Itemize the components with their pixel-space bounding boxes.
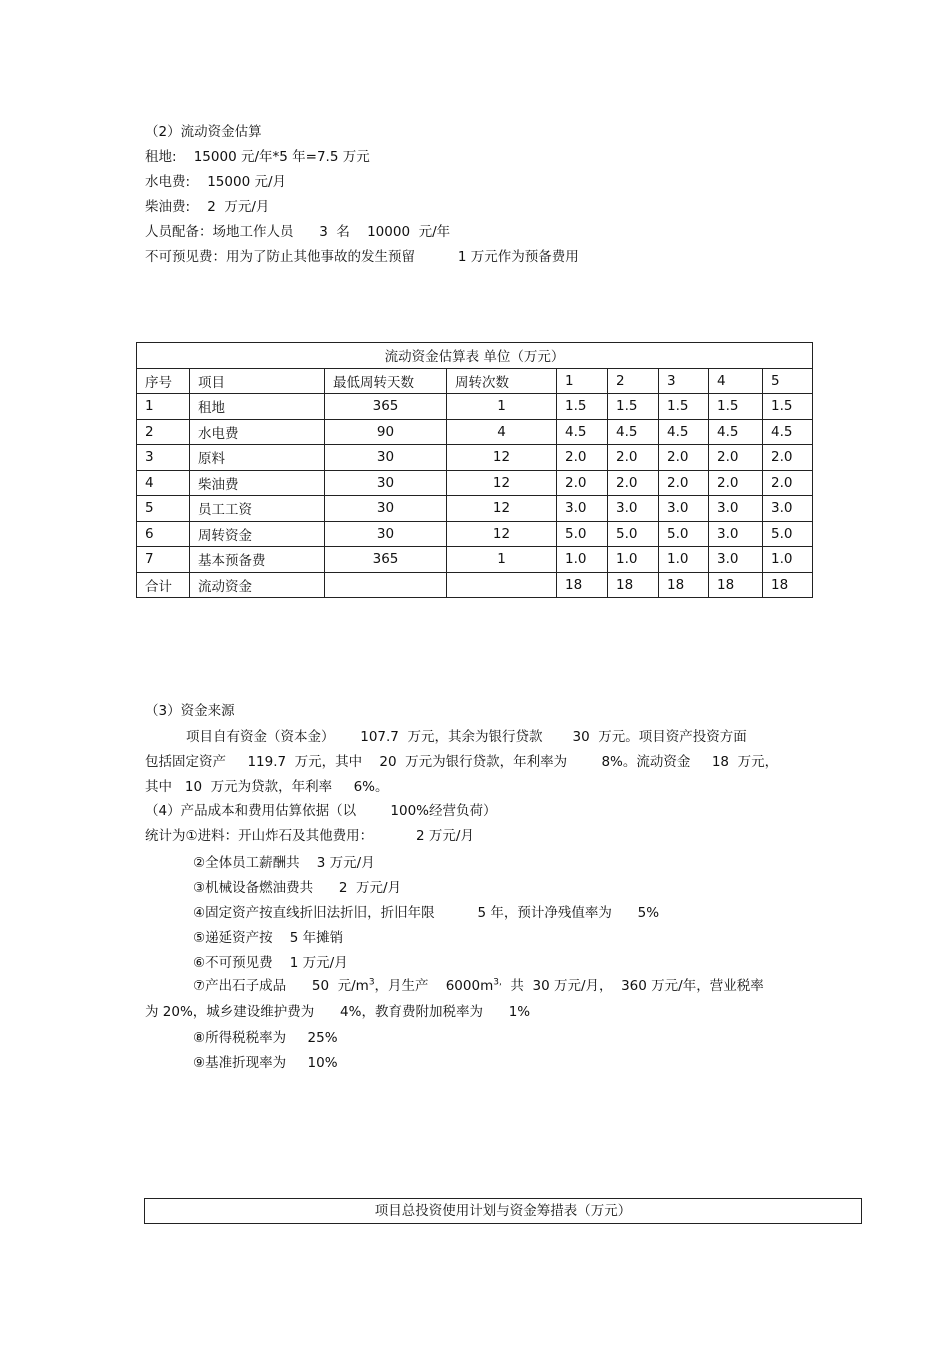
list-item: 统计为①进料：开山炸石及其他费用： 2 万元/月 — [145, 828, 474, 844]
text-line: 水电费: 15000 元/月 — [145, 174, 286, 190]
table-cell: 3.0 — [709, 521, 763, 547]
item-text: ⑦产出石子成品 50 元/m — [193, 978, 369, 994]
item-text: 共 30 万元/月， 360 万元/年，营业税率 — [501, 978, 764, 994]
table-cell: 12 — [447, 470, 557, 496]
paragraph-line: 其中 10 万元为贷款，年利率 6%。 — [145, 779, 389, 795]
table-cell: 2.0 — [709, 470, 763, 496]
section-heading: （3）资金来源 — [145, 703, 235, 719]
table-caption-row — [137, 343, 813, 369]
table-cell: 2 — [137, 419, 190, 445]
table-cell: 1.0 — [763, 547, 813, 573]
list-item: ⑥不可预见费 1 万元/月 — [193, 955, 348, 971]
table-cell: 2.0 — [763, 445, 813, 471]
table-cell: 2.0 — [608, 470, 659, 496]
list-item: ④固定资产按直线折旧法折旧，折旧年限 5 年，预计净残值率为 5% — [193, 905, 660, 921]
table-body — [137, 394, 813, 598]
table-cell: 3.0 — [659, 496, 709, 522]
list-item — [193, 977, 764, 995]
list-item-continuation: 为 20%，城乡建设维护费为 4%，教育费附加税率为 1% — [145, 1004, 531, 1020]
table-cell: 2.0 — [608, 445, 659, 471]
table-cell: 合计 — [137, 572, 190, 598]
paragraph-line: 项目自有资金（资本金） 107.7 万元，其余为银行贷款 30 万元。项目资产投资方面 — [186, 729, 747, 745]
text-line: 柴油费: 2 万元/月 — [145, 199, 270, 215]
table-row — [137, 496, 813, 522]
table-cell: 4.5 — [763, 419, 813, 445]
table-row — [137, 572, 813, 598]
table-cell: 1 — [137, 394, 190, 420]
table-cell: 4 — [447, 419, 557, 445]
table-cell: 4.5 — [608, 419, 659, 445]
table-cell: 30 — [325, 521, 447, 547]
table-cell: 30 — [325, 496, 447, 522]
table-cell: 1.5 — [763, 394, 813, 420]
table-cell: 1 — [447, 547, 557, 573]
table-row — [137, 394, 813, 420]
table-cell: 3.0 — [557, 496, 608, 522]
table-cell: 4 — [137, 470, 190, 496]
table-cell: 7 — [137, 547, 190, 573]
table-cell: 12 — [447, 445, 557, 471]
table-cell: 365 — [325, 394, 447, 420]
table-cell: 3.0 — [763, 496, 813, 522]
table-cell: 5.0 — [763, 521, 813, 547]
table-cell: 30 — [325, 445, 447, 471]
table-cell: 12 — [447, 496, 557, 522]
column-header: 2 — [608, 368, 659, 394]
table-cell — [447, 572, 557, 598]
table-cell: 5.0 — [557, 521, 608, 547]
table-cell: 18 — [557, 572, 608, 598]
table-cell: 2.0 — [763, 470, 813, 496]
section-heading: （2）流动资金估算 — [145, 124, 262, 140]
superscript: 3, — [493, 977, 502, 988]
table-cell: 1.5 — [709, 394, 763, 420]
table-cell: 5 — [137, 496, 190, 522]
column-header: 序号 — [137, 368, 190, 394]
item-text: ，月生产 6000m — [374, 978, 494, 994]
table-cell: 1.0 — [557, 547, 608, 573]
list-item: ⑨基准折现率为 10% — [193, 1055, 338, 1071]
working-capital-table — [136, 342, 813, 598]
table-cell: 租地 — [190, 394, 325, 420]
table-cell: 员工工资 — [190, 496, 325, 522]
table-cell: 柴油费 — [190, 470, 325, 496]
table-cell: 3.0 — [709, 496, 763, 522]
table-cell: 原料 — [190, 445, 325, 471]
table-cell: 3.0 — [709, 547, 763, 573]
table-cell: 18 — [659, 572, 709, 598]
text-line: 不可预见费：用为了防止其他事故的发生预留 1 万元作为预备费用 — [145, 249, 579, 265]
table-cell: 5.0 — [659, 521, 709, 547]
text-line: 人员配备：场地工作人员 3 名 10000 元/年 — [145, 224, 451, 240]
table-cell: 2.0 — [557, 445, 608, 471]
table-cell: 1.5 — [659, 394, 709, 420]
table-cell: 2.0 — [659, 445, 709, 471]
table-cell: 5.0 — [608, 521, 659, 547]
column-header: 4 — [709, 368, 763, 394]
table-cell: 2.0 — [557, 470, 608, 496]
table-cell: 流动资金 — [190, 572, 325, 598]
column-header: 3 — [659, 368, 709, 394]
table-row — [137, 470, 813, 496]
table-row — [137, 445, 813, 471]
column-header: 1 — [557, 368, 608, 394]
table-cell: 1 — [447, 394, 557, 420]
list-item: ③机械设备燃油费共 2 万元/月 — [193, 880, 402, 896]
table-header-row — [137, 368, 813, 394]
investment-plan-table-caption: 项目总投资使用计划与资金筹措表（万元） — [144, 1198, 862, 1224]
column-header: 5 — [763, 368, 813, 394]
table-cell — [325, 572, 447, 598]
paragraph-line: 包括固定资产 119.7 万元，其中 20 万元为银行贷款，年利率为 8%。流动资金 18 万元， — [145, 754, 779, 770]
section-2 — [145, 120, 579, 270]
list-item: ⑤递延资产按 5 年摊销 — [193, 930, 344, 946]
column-header: 最低周转天数 — [325, 368, 447, 394]
table-cell: 基本预备费 — [190, 547, 325, 573]
table-cell: 1.5 — [608, 394, 659, 420]
table-cell: 18 — [709, 572, 763, 598]
table-cell: 4.5 — [709, 419, 763, 445]
table-cell: 1.0 — [659, 547, 709, 573]
table-cell: 4.5 — [659, 419, 709, 445]
table-cell: 365 — [325, 547, 447, 573]
table-caption: 流动资金估算表 单位（万元） — [137, 343, 813, 369]
section-heading: （4）产品成本和费用估算依据（以 100%经营负荷） — [145, 803, 497, 819]
column-header: 项目 — [190, 368, 325, 394]
table-cell: 2.0 — [659, 470, 709, 496]
table-cell: 12 — [447, 521, 557, 547]
superscript: 3 — [368, 977, 375, 988]
table-cell: 1.5 — [557, 394, 608, 420]
column-header: 周转次数 — [447, 368, 557, 394]
table-cell: 18 — [763, 572, 813, 598]
text-line: 租地: 15000 元/年*5 年=7.5 万元 — [145, 149, 370, 165]
table-cell: 30 — [325, 470, 447, 496]
table-cell: 周转资金 — [190, 521, 325, 547]
table-cell: 4.5 — [557, 419, 608, 445]
table-cell: 18 — [608, 572, 659, 598]
table-row — [137, 419, 813, 445]
table-row — [137, 547, 813, 573]
table-cell: 6 — [137, 521, 190, 547]
table-cell: 3.0 — [608, 496, 659, 522]
table-cell: 3 — [137, 445, 190, 471]
list-item: ⑧所得税税率为 25% — [193, 1030, 338, 1046]
table-cell: 90 — [325, 419, 447, 445]
list-item: ②全体员工薪酬共 3 万元/月 — [193, 855, 375, 871]
table-row — [137, 521, 813, 547]
table-cell: 水电费 — [190, 419, 325, 445]
table-cell: 2.0 — [709, 445, 763, 471]
table-cell: 1.0 — [608, 547, 659, 573]
